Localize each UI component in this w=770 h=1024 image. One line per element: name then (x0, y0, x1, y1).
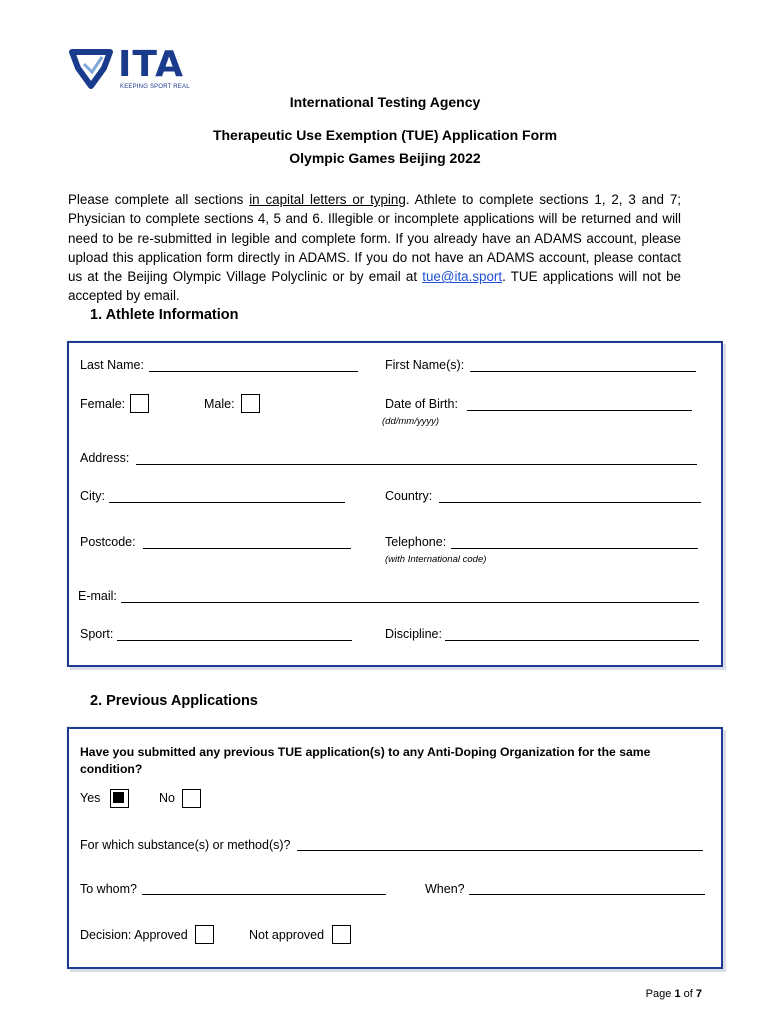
male-label: Male: (204, 397, 235, 411)
intro-text-2: . Athlete to complete sections 1, 2, 3 and 7; Physician to complete sections 4, 5 and 6. Illegible or incomplete applications will be returned and will need to be re-submitted in legible and complete form. If you already have an ADAMS account, please upload this application form directly in ADAMS. If you do not have an ADAMS account, please contact us at the Beijing Olympic Village Polyclinic or by email at (68, 192, 681, 285)
page-label: Page (645, 988, 672, 1000)
previous-tue-question: Have you submitted any previous TUE application(s) to any Anti-Doping Organization for the same condition? (80, 745, 651, 776)
section-2-title: 2. Previous Applications (90, 693, 258, 709)
sport-field[interactable] (117, 640, 352, 641)
dob-field[interactable] (467, 410, 692, 411)
intro-underlined: in capital letters or typing (249, 192, 406, 207)
athlete-info-box (67, 341, 723, 667)
telephone-label: Telephone: (385, 535, 447, 549)
event-title: Olympic Games Beijing 2022 (289, 150, 481, 166)
to-whom-label: To whom? (80, 882, 137, 896)
previous-applications-box (67, 727, 723, 969)
logo-tagline: KEEPING SPORT REAL (120, 84, 190, 90)
not-approved-label: Not approved (249, 928, 325, 942)
first-name-label: First Name(s): (385, 358, 465, 372)
section-1-title: 1. Athlete Information (90, 307, 239, 323)
when-label: When? (425, 882, 465, 896)
last-name-label: Last Name: (80, 358, 144, 372)
organization-heading: International Testing Agency (289, 94, 481, 110)
page-number (646, 988, 702, 1000)
city-label: City: (80, 489, 105, 503)
no-checkbox[interactable] (182, 789, 201, 808)
discipline-label: Discipline: (385, 627, 442, 641)
female-label: Female: (80, 397, 126, 411)
form-title: Therapeutic Use Exemption (TUE) Application Form (212, 127, 558, 143)
substance-field[interactable] (297, 850, 703, 851)
page-current: 1 (674, 988, 681, 1000)
email-label: E-mail: (78, 589, 117, 603)
approved-checkbox[interactable] (195, 925, 214, 944)
country-field[interactable] (439, 502, 701, 503)
page-total: 7 (695, 988, 702, 1000)
to-whom-field[interactable] (142, 894, 386, 895)
decision-approved-label: Decision: Approved (80, 928, 188, 942)
when-field[interactable] (469, 894, 705, 895)
postcode-label: Postcode: (80, 535, 136, 549)
logo-wordmark: ITA (118, 44, 185, 85)
last-name-field[interactable] (149, 371, 358, 372)
address-label: Address: (80, 451, 130, 465)
postcode-field[interactable] (143, 548, 351, 549)
telephone-note: (with International code) (385, 554, 487, 565)
discipline-field[interactable] (445, 640, 699, 641)
intro-text-3: . TUE applications will not be accepted by email. (68, 269, 682, 304)
female-checkbox[interactable] (130, 394, 149, 413)
shield-icon (66, 46, 116, 92)
dob-format-note: (dd/mm/yyyy) (382, 416, 439, 427)
yes-checkbox[interactable] (110, 789, 129, 808)
male-checkbox[interactable] (241, 394, 260, 413)
email-link[interactable]: tue@ita.sport (422, 269, 503, 285)
sport-label: Sport: (80, 627, 114, 641)
telephone-field[interactable] (451, 548, 698, 549)
address-field[interactable] (136, 464, 697, 465)
substance-label: For which substance(s) or method(s)? (80, 838, 291, 852)
email-field[interactable] (121, 602, 699, 603)
city-field[interactable] (109, 502, 345, 503)
yes-label: Yes (80, 791, 101, 805)
instructions-paragraph (68, 190, 681, 306)
ita-logo (66, 44, 196, 94)
page-of: of (683, 988, 693, 1000)
not-approved-checkbox[interactable] (332, 925, 351, 944)
country-label: Country: (385, 489, 433, 503)
intro-text-1: Please complete all sections (68, 192, 250, 207)
no-label: No (159, 791, 175, 805)
dob-label: Date of Birth: (385, 397, 458, 411)
first-name-field[interactable] (470, 371, 696, 372)
